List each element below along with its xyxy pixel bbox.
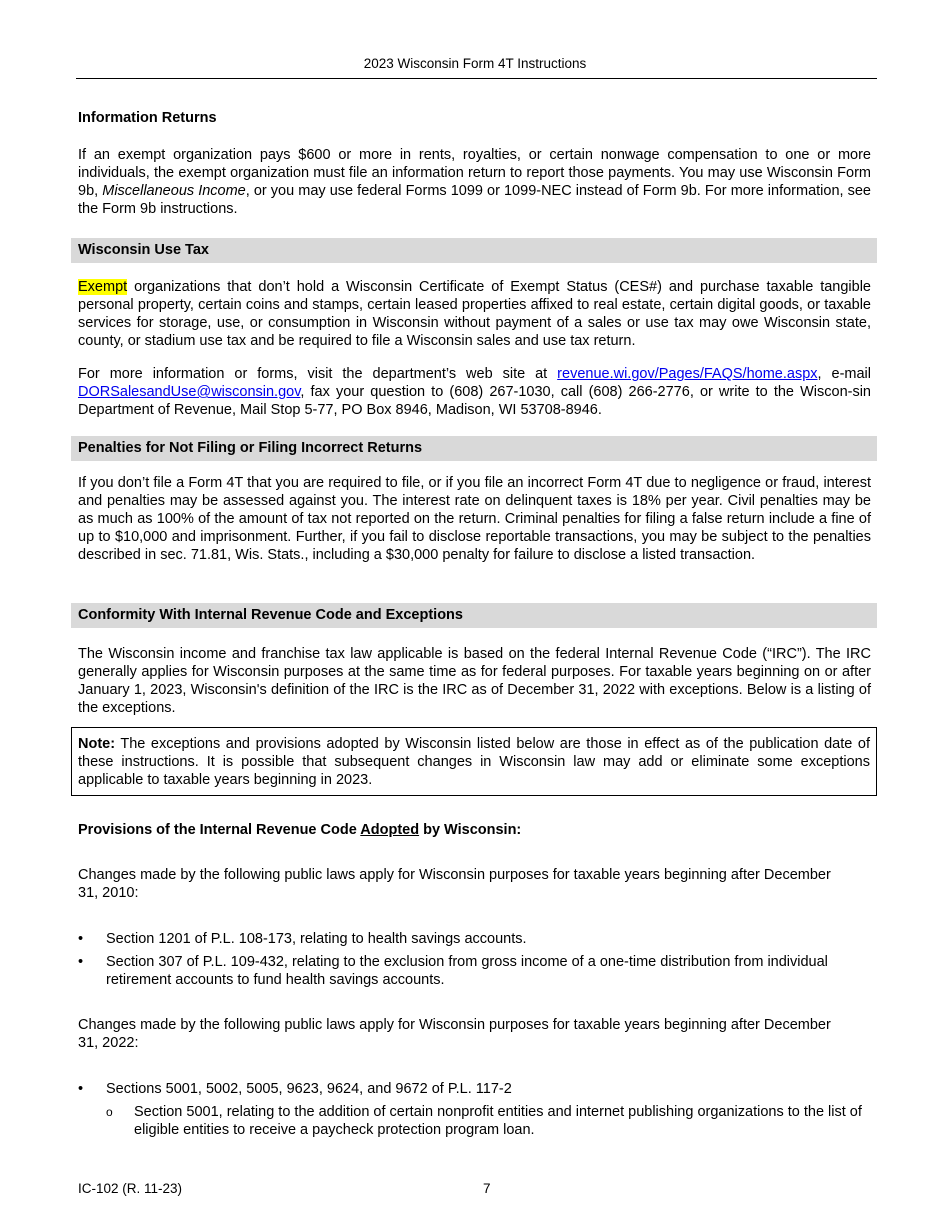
conformity-paragraph: The Wisconsin income and franchise tax law applicable is based on the federal Internal Revenue Code (“IRC”). The IRC generally applies for Wisconsin purposes at the same time as for federal purposes. For taxable years beginning on or after January 1, 2023, Wisconsin's definition of the IRC is the IRC as of December 31, 2022 with exceptions. Below is a listing of the exceptions.: [78, 646, 871, 716]
revenue-website-link[interactable]: revenue.wi.gov/Pages/FAQS/home.aspx: [557, 366, 818, 382]
note-box: [71, 727, 877, 796]
sub-list-item-text: Section 5001, relating to the addition of certain nonprofit entities and internet publishing organizations to the list of eligible entities to receive a paycheck protection program loan.: [134, 1104, 862, 1138]
circle-bullet-icon: o: [106, 1105, 113, 1119]
information-returns-paragraph: [78, 146, 871, 218]
section-heading-information-returns: Information Returns: [78, 110, 217, 126]
section-heading-use-tax: Wisconsin Use Tax: [71, 238, 877, 263]
provisions-intro-2022: Changes made by the following public laws apply for Wisconsin purposes for taxable years beginning after December 31, 2022:: [78, 1017, 831, 1051]
list-item-text: Sections 5001, 5002, 5005, 9623, 9624, and 9672 of P.L. 117-2: [106, 1081, 512, 1097]
bullet-icon: •: [78, 1081, 84, 1097]
header-rule: [76, 78, 877, 79]
list-item-text: Section 307 of P.L. 109-432, relating to the exclusion from gross income of a one-time distribution from individual retirement accounts to fund health savings accounts.: [106, 954, 828, 988]
section-heading-penalties: Penalties for Not Filing or Filing Incorrect Returns: [71, 436, 877, 461]
info-returns-form-title: Miscellaneous Income: [102, 183, 246, 199]
provisions-heading-b: by Wisconsin:: [419, 822, 522, 838]
sales-use-email-link[interactable]: DORSalesandUse@wisconsin.gov: [78, 384, 301, 400]
info-returns-text-end: , or you may use federal Forms 1099 or 1099-NEC instead of Form 9b. For more information, see the Form 9b instructions.: [78, 183, 871, 217]
exempt-highlight: Exempt: [78, 279, 128, 295]
note-text: The exceptions and provisions adopted by Wisconsin listed below are those in effect as of the publication date of these instructions. It is possible that subsequent changes in Wisconsin law may add or eliminate some exceptions applicable to taxable years beginning in 2023.: [78, 736, 870, 788]
use-tax-contact-text-a: For more information or forms, visit the department’s web site at: [78, 366, 558, 382]
page-header-title: 2023 Wisconsin Form 4T Instructions: [363, 56, 587, 71]
footer-form-id: IC-102 (R. 11-23): [78, 1181, 183, 1196]
use-tax-paragraph-2: [78, 365, 871, 419]
bullet-icon: •: [78, 954, 84, 970]
use-tax-contact-text-c: , fax your question to (608) 267-1030, call (608) 266-2776, or write to the Wiscon-sin Department of Revenue, Mail Stop 5-77, PO Box 8946, Madison, WI 53708-8946.: [78, 384, 871, 418]
provisions-heading-adopted: Adopted: [360, 822, 420, 838]
section-heading-conformity: Conformity With Internal Revenue Code and Exceptions: [71, 603, 877, 628]
penalties-paragraph: If you don’t file a Form 4T that you are required to file, or if you file an incorrect Form 4T due to negligence or fraud, interest and penalties may be assessed against you. The interest rate on delinquent taxes is 18% per year. Civil penalties may be as much as 100% of the amount of tax not reported on the return. Criminal penalties for filing a false return include a fine of up to $10,000 and imprisonment. Further, if you fail to disclose reportable transactions, you may be subject to the penalties described in sec. 71.81, Wis. Stats., including a $30,000 penalty for failure to disclose a listed transaction.: [78, 475, 871, 563]
use-tax-text: organizations that don’t hold a Wisconsin Certificate of Exempt Status (CES#) and purchase taxable tangible personal property, certain coins and stamps, certain leased properties affixed to real estate, certain digital goods, or taxable services for storage, use, or consumption in Wisconsin without payment of a sales or use tax may owe Wisconsin state, county, or stadium use tax and be required to file a Wisconsin sales and use tax return.: [78, 279, 871, 349]
note-label: Note:: [78, 736, 116, 752]
bullet-icon: •: [78, 931, 84, 947]
use-tax-paragraph-1: [78, 278, 871, 350]
info-returns-text: If an exempt organization pays $600 or more in rents, royalties, or certain nonwage compensation to one or more individuals, the exempt organization must file an information return to report those payments. You may use Wisconsin Form 9b,: [78, 147, 871, 199]
provisions-intro-2010: Changes made by the following public laws apply for Wisconsin purposes for taxable years beginning after December 31, 2010:: [78, 867, 831, 901]
provisions-heading-a: Provisions of the Internal Revenue Code: [78, 822, 361, 838]
footer-page-number: 7: [483, 1181, 491, 1196]
provisions-heading: [78, 821, 521, 839]
list-item-text: Section 1201 of P.L. 108-173, relating to health savings accounts.: [106, 931, 527, 947]
use-tax-contact-text-b: , e-mail: [817, 366, 871, 382]
